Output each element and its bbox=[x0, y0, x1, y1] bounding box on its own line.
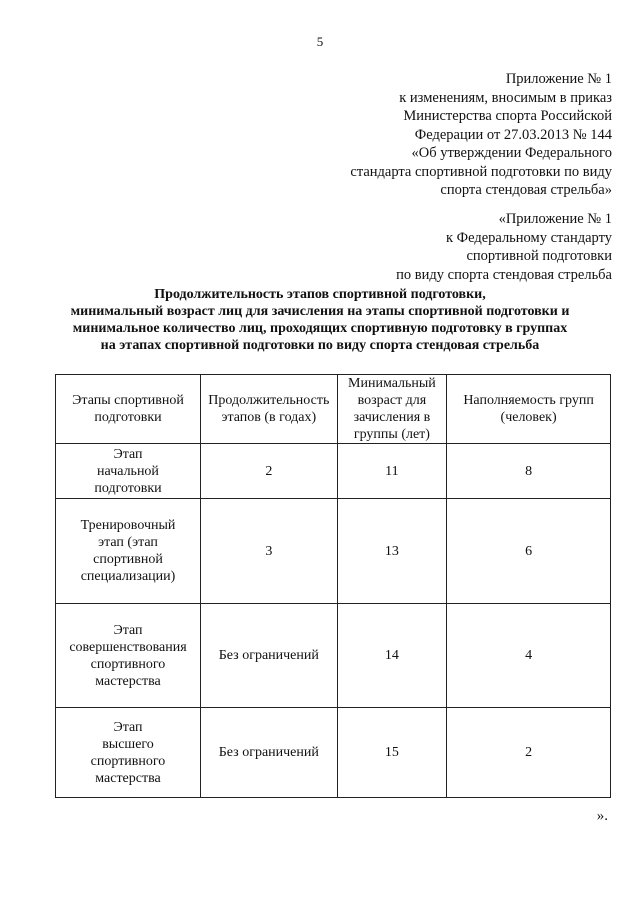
occupancy-cell: 6 bbox=[447, 499, 611, 604]
title-line: минимальное количество лиц, проходящих спортивную подготовку в группах bbox=[72, 321, 568, 336]
page-number: 5 bbox=[316, 34, 324, 49]
table-header-row bbox=[56, 375, 611, 444]
document-title bbox=[0, 286, 640, 354]
training-stages-table bbox=[55, 374, 611, 798]
header-duration: Продолжительность этапов (в годах) bbox=[201, 375, 338, 444]
title-line: Продолжительность этапов спортивной подготовки, bbox=[154, 287, 486, 302]
table-row bbox=[56, 444, 611, 499]
header-occupancy: Наполняемость групп (человек) bbox=[447, 375, 611, 444]
table-row bbox=[56, 499, 611, 604]
min-age-cell: 13 bbox=[337, 499, 447, 604]
min-age-cell: 15 bbox=[337, 708, 447, 798]
stage-cell: Этап начальной подготовки bbox=[56, 444, 201, 499]
appendix-line: Федерации от 27.03.2013 № 144 bbox=[414, 126, 612, 143]
appendix-line: спорта стендовая стрельба» bbox=[440, 182, 612, 198]
duration-cell: Без ограничений bbox=[201, 708, 338, 798]
occupancy-cell: 8 bbox=[447, 444, 611, 499]
appendix-line: спортивной подготовки bbox=[466, 248, 612, 264]
min-age-cell: 14 bbox=[337, 604, 447, 708]
occupancy-cell: 4 bbox=[447, 604, 611, 708]
stage-cell: Тренировочный этап (этап спортивной специализации) bbox=[56, 499, 201, 604]
appendix-line: Приложение № 1 bbox=[505, 71, 612, 87]
closing-quote-mark: ». bbox=[596, 808, 608, 824]
appendix-line: стандарта спортивной подготовки по виду bbox=[350, 163, 612, 180]
appendix-line: к Федеральному стандарту bbox=[445, 229, 612, 246]
occupancy-cell: 2 bbox=[447, 708, 611, 798]
stage-cell: Этап совершенствования спортивного мастерства bbox=[56, 604, 201, 708]
appendix-line: по виду спорта стендовая стрельба bbox=[396, 266, 612, 283]
duration-cell: Без ограничений bbox=[201, 604, 338, 708]
title-line: на этапах спортивной подготовки по виду спорта стендовая стрельба bbox=[100, 338, 540, 353]
header-stage: Этапы спортивной подготовки bbox=[56, 375, 201, 444]
appendix-standard-block bbox=[396, 210, 612, 284]
title-line: минимальный возраст лиц для зачисления на этапы спортивной подготовки и bbox=[70, 304, 570, 319]
stage-cell: Этап высшего спортивного мастерства bbox=[56, 708, 201, 798]
appendix-amendment-block bbox=[350, 70, 612, 200]
appendix-line: Министерства спорта Российской bbox=[403, 108, 612, 124]
appendix-line: «Об утверждении Федерального bbox=[411, 145, 612, 161]
appendix-line: «Приложение № 1 bbox=[498, 211, 612, 227]
table-row bbox=[56, 604, 611, 708]
min-age-cell: 11 bbox=[337, 444, 447, 499]
header-min-age: Минимальный возраст для зачисления в группы (лет) bbox=[337, 375, 447, 444]
appendix-line: к изменениям, вносимым в приказ bbox=[399, 89, 612, 106]
table-row bbox=[56, 708, 611, 798]
duration-cell: 3 bbox=[201, 499, 338, 604]
duration-cell: 2 bbox=[201, 444, 338, 499]
